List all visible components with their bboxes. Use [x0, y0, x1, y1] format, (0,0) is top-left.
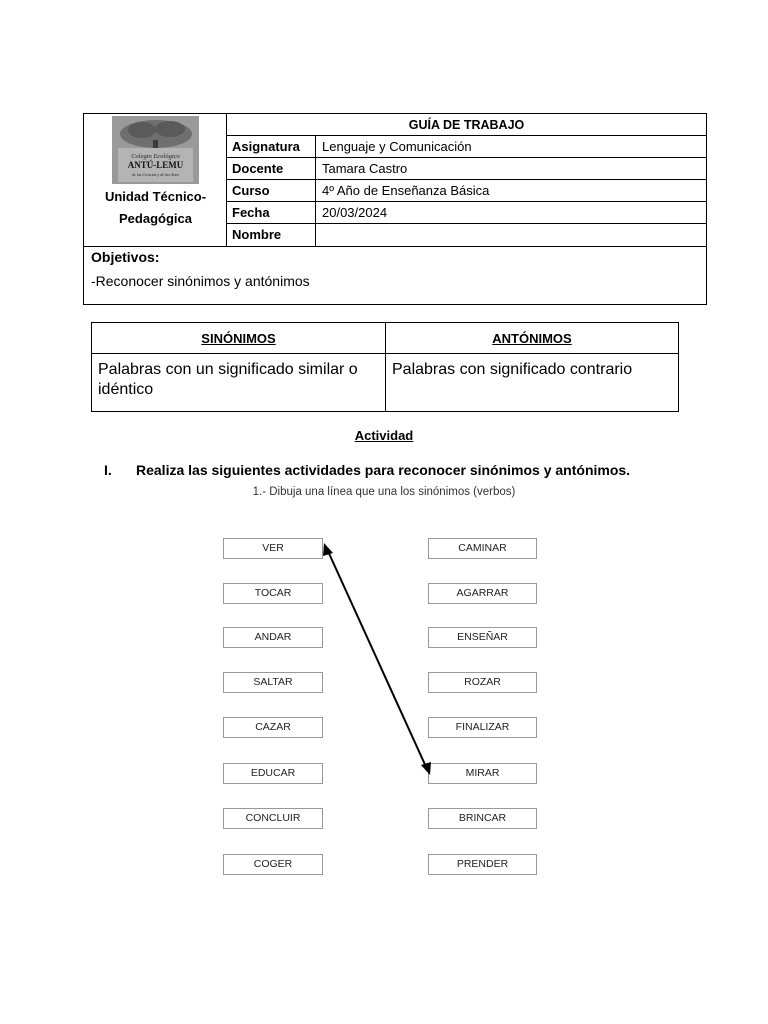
left-word-box[interactable]: EDUCAR — [223, 763, 323, 784]
antonyms-definition: Palabras con significado contrario — [392, 361, 633, 378]
field-label: Curso — [227, 180, 316, 201]
instruction-text: Realiza las siguientes actividades para reconocer sinónimos y antónimos. — [136, 462, 631, 478]
instruction — [104, 462, 630, 478]
left-word-box[interactable]: CAZAR — [223, 717, 323, 738]
unit-label: Unidad Técnico-Pedagógica — [104, 189, 207, 226]
arrow-line — [327, 549, 427, 769]
right-word-box[interactable]: FINALIZAR — [428, 717, 537, 738]
svg-text:ANTÚ-LEMU: ANTÚ-LEMU — [127, 160, 184, 170]
instruction-number: I. — [104, 462, 112, 478]
antonyms-title: ANTÓNIMOS — [386, 323, 678, 354]
name-field[interactable] — [316, 224, 322, 246]
antonyms-column — [386, 323, 678, 411]
left-word-box[interactable]: ANDAR — [223, 627, 323, 648]
left-word-box[interactable]: VER — [223, 538, 323, 559]
objectives-area — [84, 246, 706, 304]
right-word-box[interactable]: CAMINAR — [428, 538, 537, 559]
field-value: 20/03/2024 — [322, 205, 388, 220]
svg-text:Colegio Ecológico: Colegio Ecológico — [131, 153, 180, 160]
field-row-curso — [227, 180, 706, 202]
field-row-fecha — [227, 202, 706, 224]
right-word-box[interactable]: ENSEÑAR — [428, 627, 537, 648]
right-word-box[interactable]: BRINCAR — [428, 808, 537, 829]
sub-instruction: 1.- Dibuja una línea que una los sinónimos (verbos) — [252, 486, 516, 498]
definitions-table — [91, 322, 679, 412]
field-row-nombre — [227, 224, 706, 246]
field-value: Lenguaje y Comunicación — [322, 139, 472, 154]
left-word-box[interactable]: CONCLUIR — [223, 808, 323, 829]
synonyms-definition: Palabras con un significado similar o idéntico — [98, 361, 358, 398]
logo-cell — [84, 114, 227, 246]
field-value: Tamara Castro — [322, 161, 408, 176]
field-label: Fecha — [227, 202, 316, 223]
field-row-docente — [227, 158, 706, 180]
guide-title: GUÍA DE TRABAJO — [227, 114, 706, 136]
school-logo — [112, 116, 199, 184]
activity-title: Actividad — [354, 428, 414, 443]
right-word-box[interactable]: AGARRAR — [428, 583, 537, 604]
objective-text: -Reconocer sinónimos y antónimos — [91, 273, 310, 289]
arrow-head-start — [323, 543, 333, 556]
field-value: 4º Año de Enseñanza Básica — [322, 183, 490, 198]
right-word-box[interactable]: ROZAR — [428, 672, 537, 693]
field-label: Docente — [227, 158, 316, 179]
svg-text:de las Ciencias y de las Artes: de las Ciencias y de las Artes — [131, 172, 180, 177]
field-label: Nombre — [227, 224, 316, 246]
right-word-box[interactable]: PRENDER — [428, 854, 537, 875]
field-row-asignatura — [227, 136, 706, 158]
synonyms-column — [92, 323, 386, 411]
left-word-box[interactable]: SALTAR — [223, 672, 323, 693]
objectives-label: Objetivos: — [91, 249, 160, 265]
left-word-box[interactable]: COGER — [223, 854, 323, 875]
header-table — [83, 113, 707, 305]
synonyms-title: SINÓNIMOS — [92, 323, 385, 354]
field-label: Asignatura — [227, 136, 316, 157]
right-word-box[interactable]: MIRAR — [428, 763, 537, 784]
left-word-box[interactable]: TOCAR — [223, 583, 323, 604]
info-grid — [227, 114, 706, 246]
